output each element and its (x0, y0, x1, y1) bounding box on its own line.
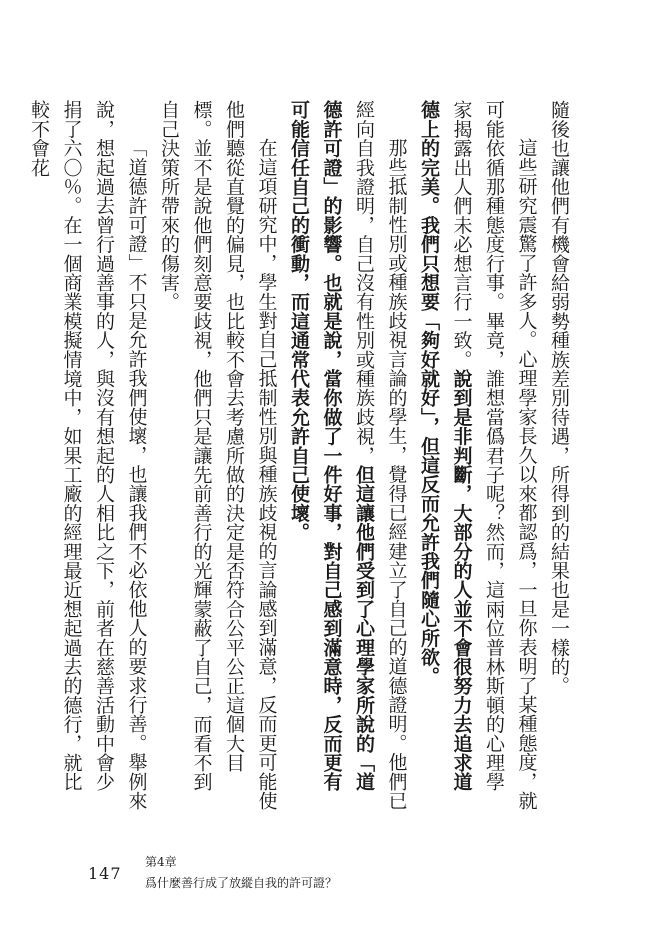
paragraph (283, 100, 413, 810)
paragraph (23, 100, 153, 810)
emphasized-text: 說到是非判斷，大部分的人並不會很努力去追求道德上的完美。我們只想要「夠好就好」，但這反而允許我們隨心所欲。 (418, 100, 473, 792)
paragraph (543, 100, 576, 810)
text-segment: 隨後也讓他們有機會給弱勢種族差別待遇，所得到的結果也是一樣的。 (548, 100, 570, 696)
body-text (28, 100, 575, 810)
chapter-label: 第4章 (145, 855, 177, 869)
text-segment: 這些研究震驚了許多人。心理學家長久以來都認爲，一旦你表明了某種態度，就可能依循那種態度行事。畢竟，誰想當僞君子呢？然而，這兩位普林斯頓的心理學家揭露出人們未必想言行一致。 (450, 100, 538, 810)
page-number: 147 (88, 864, 122, 883)
text-segment: 在這項研究中，學生對自己抵制性別與種族歧視的言論感到滿意，反而更可能使他們聽從直覺的偏見，也比較不會去考慮所做的決定是否符合公平公正這個大目標。並不是說他們刻意要歧視，他們只是讓先前善行的光輝蒙蔽了自己，而看不到自己決策所帶來的傷害。 (158, 100, 278, 810)
text-segment: 「道德許可證」不只是允許我們使壞，也讓我們不必依他人的要求行善。舉例來說，想起過去曾行過善事的人，與沒有想起的人相比之下，前者在慈善活動中會少捐了六〇％。在一個商業模擬情境中，如果工廠的經理最近想起過去的德行，就比較不會花 (28, 100, 148, 810)
text-segment: 那些抵制性別或種族歧視言論的學生，覺得已經建立了自己的道德證明。他們已經向自我證明，自己沒有性別或種族歧視， (353, 100, 408, 810)
paragraph (413, 100, 543, 810)
chapter-title: 爲什麼善行成了放縱自我的許可證？ (145, 876, 338, 890)
paragraph (153, 100, 283, 810)
emphasized-text: 但這讓他們受到了心理學家所說的「道德許可證」的影響。也就是說，當你做了一件好事，對自己感到滿意時，反而更有可能信任自己的衝動，而這通常代表允許自己使壞。 (288, 100, 375, 792)
